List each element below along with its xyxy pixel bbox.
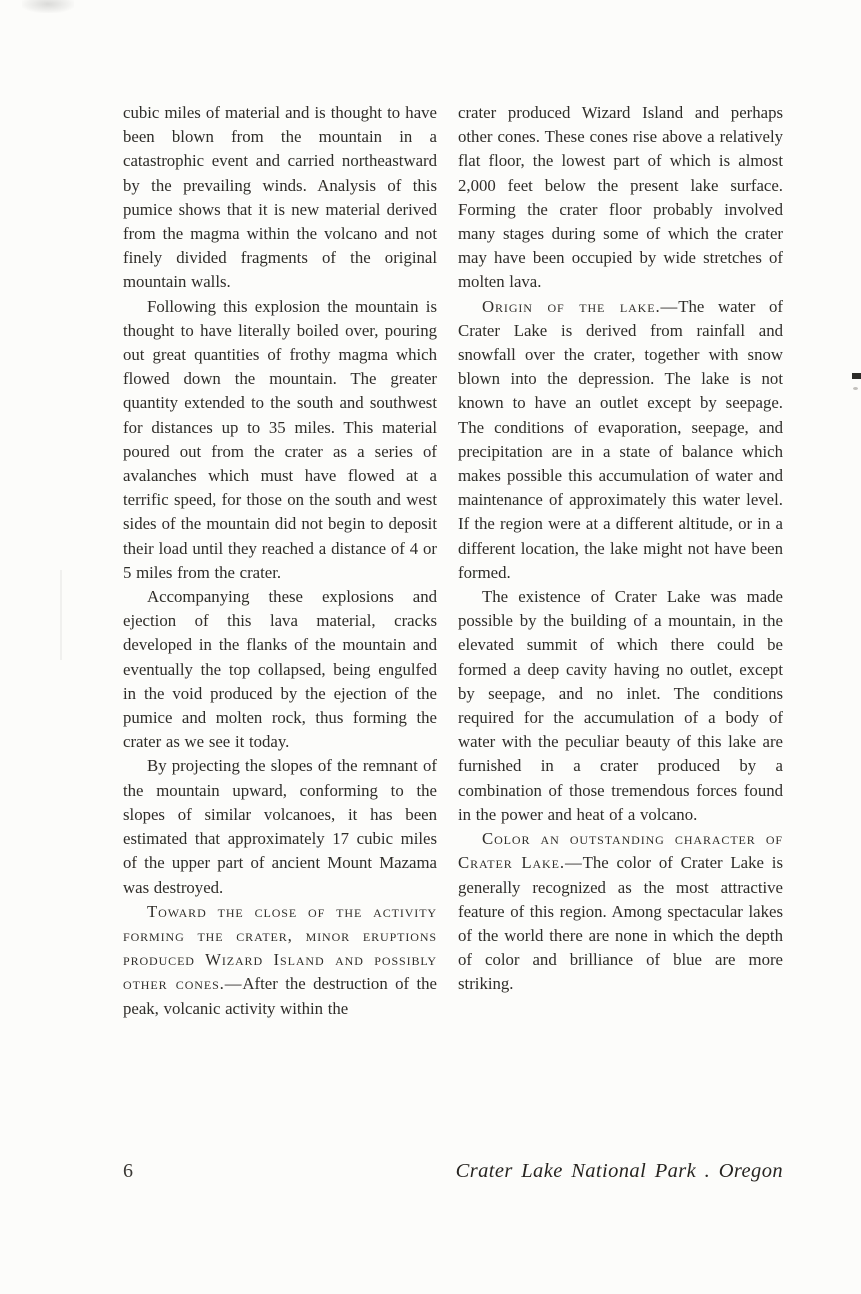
paragraph-left-3: Accompanying these explosions and ejection of this lava material, cracks developed in the flanks of the mountain and eventually the top collapsed, being engulfed in the void produced by the ejection of the pumice and molten rock, thus forming the crater as we see it today. [123,587,437,752]
paragraph-right-4 [458,827,783,996]
page-number: 6 [123,1160,133,1182]
scan-margin-streak [60,570,62,660]
small-caps-lead: Color an outstanding character of Crater Lake.— [458,829,783,873]
left-column [123,101,437,1021]
paragraph-text: The water of Crater Lake is derived from rainfall and snowfall over the crater, together with snow blown into the depression. The lake is not known to have an outlet except by seepage. The conditions of evaporation, seepage, and precipitation are in a state of balance which makes possible this accumulation of water and maintenance of approximately this water level. If the region were at a different altitude, or in a different location, the lake might not have been formed. [458,296,783,582]
paragraph-left-5 [123,900,437,1021]
paragraph-text: After the destruction of the peak, volcanic activity within the [123,974,437,1018]
paragraph-left-2: Following this explosion the mountain is thought to have literally boiled over, pouring out great quantities of frothy magma which flowed down the mountain. The greater quantity extended to the south and southwest for distances up to 35 miles. This material poured out from the crater as a series of avalanches which must have flowed at a terrific speed, for those on the south and west sides of the mountain did not begin to deposit their load until they reached a distance of 4 or 5 miles from the crater. [123,296,437,582]
text-block [123,101,783,1021]
small-caps-lead: Toward the close of the activity forming the crater, minor eruptions produced Wizard Island and possibly other cones.— [123,901,437,994]
paragraph-right-1: crater produced Wizard Island and perhaps other cones. These cones rise above a relatively flat floor, the lowest part of which is almost 2,000 feet below the present lake surface. Forming the crater floor probably involved many stages during some of which the crater may have been occupied by wide stretches of molten lava. [458,103,783,292]
running-title: Crater Lake National Park . Oregon [455,1160,783,1182]
scan-smudge [22,0,74,13]
scan-edge-dot [853,387,858,390]
paragraph-left-4: By projecting the slopes of the remnant of the mountain upward, conforming to the slopes of similar volcanoes, it has been estimated that approximately 17 cubic miles of the upper part of ancient Mount Mazama was destroyed. [123,756,437,897]
paragraph-right-2 [458,295,783,585]
right-column [458,101,783,1021]
paragraph-text: The color of Crater Lake is generally recognized as the most attractive feature of this region. Among spectacular lakes of the world there are none in which the depth of color and brilliance of blue are more striking. [458,853,783,994]
paragraph-right-3: The existence of Crater Lake was made possible by the building of a mountain, in the elevated summit of which there could be formed a deep cavity having no outlet, except by seepage, and no inlet. The conditions required for the accumulation of a body of water with the peculiar beauty of this lake are furnished in a crater produced by a combination of those tremendous forces found in the power and heat of a volcano. [458,587,783,824]
page-footer [123,1160,783,1183]
scan-edge-mark [852,373,861,379]
paragraph-left-1: cubic miles of material and is thought to have been blown from the mountain in a catastrophic event and carried northeastward by the prevailing winds. Analysis of this pumice shows that it is new material derived from the magma within the volcano and not finely divided fragments of the original mountain walls. [123,103,437,292]
small-caps-lead: Origin of the lake.— [482,296,679,316]
